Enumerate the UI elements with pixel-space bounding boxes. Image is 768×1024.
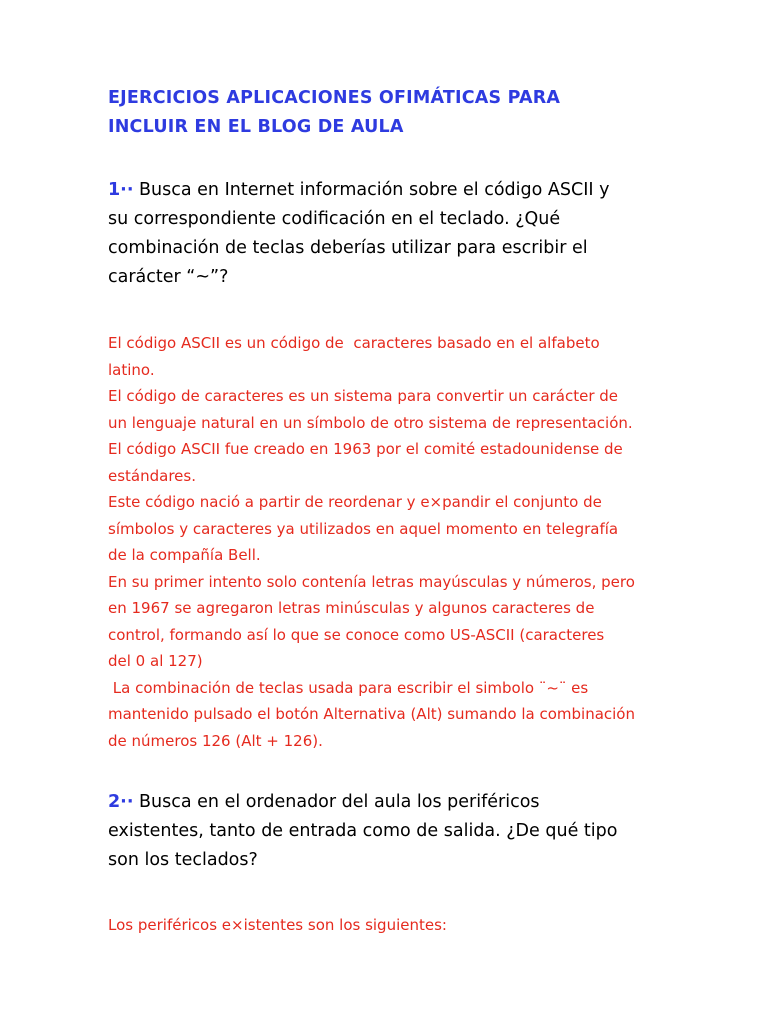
answer-line: un lenguaje natural en un símbolo de otro sistema de representación. [108, 413, 633, 432]
answer-line: control, formando así lo que se conoce como US-ASCII (caracteres [108, 625, 605, 644]
question-text: Busca en el ordenador del aula los periféricos [133, 792, 540, 812]
answer-line: símbolos y caracteres ya utilizados en aquel momento en telegrafía [108, 519, 619, 538]
question-2 [108, 788, 668, 875]
answer-line: La combinación de teclas usada para escribir el simbolo ¨~¨ es [108, 678, 589, 697]
answer-line: El código de caracteres es un sistema para convertir un carácter de [108, 387, 619, 405]
answer-line: de números 126 (Alt + 126). [108, 731, 323, 750]
answer-line: Los periféricos e×istentes son los siguientes: [108, 916, 447, 934]
question-line: su correspondiente codificación en el teclado. ¿Qué [108, 209, 561, 229]
answer-2 [108, 912, 668, 939]
answer-line: estándares. [108, 466, 196, 485]
answer-line: Este código nació a partir de reordenar y e×pandir el conjunto de [108, 493, 602, 511]
question-line: son los teclados? [108, 850, 258, 870]
document-title [108, 84, 668, 142]
question-line: combinación de teclas deberías utilizar para escribir el [108, 238, 588, 258]
question-number: 1·· [108, 180, 134, 200]
question-line [108, 788, 668, 817]
answer-line: mantenido pulsado el botón Alternativa (Alt) sumando la combinación [108, 705, 635, 723]
answer-line: En su primer intento solo contenía letras mayúsculas y números, pero [108, 572, 635, 591]
title-line: EJERCICIOS APLICACIONES OFIMÁTICAS PARA [108, 88, 561, 108]
answer-1 [108, 330, 668, 754]
answer-line: del 0 al 127) [108, 652, 203, 670]
question-line: carácter “~”? [108, 267, 229, 287]
answer-line: latino. [108, 360, 155, 379]
answer-line: en 1967 se agregaron letras minúsculas y algunos caracteres de [108, 599, 595, 617]
answer-line: El código ASCII fue creado en 1963 por el comité estadounidense de [108, 440, 623, 458]
question-text: Busca en Internet información sobre el código ASCII y [133, 180, 610, 200]
question-number: 2·· [108, 792, 134, 812]
question-line [108, 176, 668, 205]
question-1 [108, 176, 668, 292]
answer-line: El código ASCII es un código de caracteres basado en el alfabeto [108, 334, 600, 352]
question-line: existentes, tanto de entrada como de salida. ¿De qué tipo [108, 821, 618, 841]
title-line: INCLUIR EN EL BLOG DE AULA [108, 117, 404, 137]
answer-line: de la compañía Bell. [108, 546, 261, 564]
